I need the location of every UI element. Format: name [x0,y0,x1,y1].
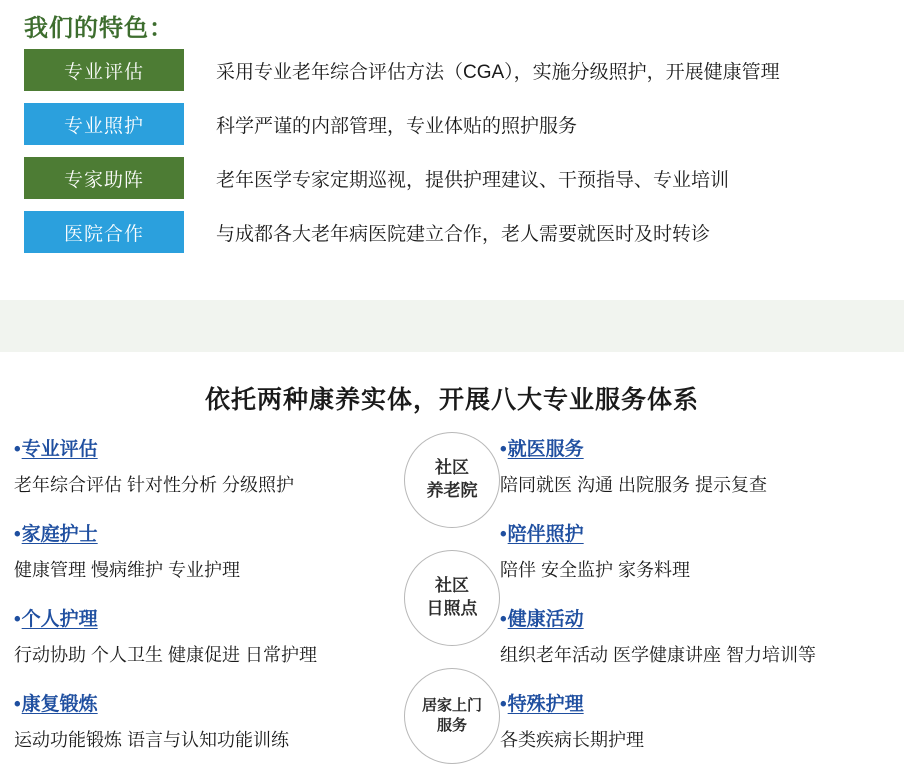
entity-circle-line2: 服务 [436,717,467,734]
features-section [0,0,904,300]
features-title: 我们的特色： [24,15,174,42]
service-heading-label: 特殊护理 [507,694,584,715]
bullet-icon: • [14,524,21,545]
service-heading-label: 家庭护士 [21,524,98,545]
bullet-icon: • [500,524,507,545]
service-heading-label: 康复锻炼 [21,694,98,715]
service-body: 运动功能锻炼 语言与认知功能训练 [14,730,289,750]
service-body: 陪伴 安全监护 家务料理 [500,560,691,580]
bullet-icon: • [14,694,21,715]
service-block [14,689,354,752]
bullet-icon: • [500,694,507,715]
service-heading-special-care [500,689,840,716]
entity-circle-line2: 养老院 [426,481,478,500]
entity-circle-line1: 居家上门 [421,696,482,714]
service-heading-label: 专业评估 [21,439,98,460]
entity-circle-line1: 社区 [435,458,469,478]
service-heading-health-activities [500,604,840,631]
service-body: 陪同就医 沟通 出院服务 提示复查 [500,475,768,495]
feature-row [24,48,880,92]
service-heading-professional-assessment [14,434,354,461]
service-block [500,689,840,752]
service-block [500,434,840,497]
bullet-icon: • [500,609,507,630]
service-heading-rehabilitation [14,689,354,716]
service-column-left [14,434,354,774]
service-system-title: 依托两种康养实体，开展八大专业服务体系 [204,386,699,414]
feature-text: 老年医学专家定期巡视，提供护理建议、干预指导、专业培训 [216,169,730,191]
features-list [24,48,880,264]
service-heading-family-nurse [14,519,354,546]
service-column-right [500,434,840,774]
feature-tag-hospital-cooperation: 医院合作 [24,211,184,253]
service-body: 行动协助 个人卫生 健康促进 日常护理 [14,645,318,665]
service-block [14,604,354,667]
service-heading-label: 健康活动 [507,609,584,630]
service-block [500,604,840,667]
service-heading-label: 个人护理 [21,609,98,630]
bullet-icon: • [14,439,21,460]
bullet-icon: • [500,439,507,460]
entity-circle-community-day-care [404,550,500,646]
entity-circle-line1: 社区 [435,576,469,596]
entity-circle-home-visit-service [404,668,500,764]
bullet-icon: • [14,609,21,630]
feature-tag-expert-support: 专家助阵 [24,157,184,199]
service-block [14,519,354,582]
feature-tag-professional-care: 专业照护 [24,103,184,145]
service-heading-label: 陪伴照护 [507,524,584,545]
feature-text: 采用专业老年综合评估方法（CGA），实施分级照护，开展健康管理 [216,61,780,83]
service-heading-medical-visit [500,434,840,461]
entity-circle-community-nursing-home [404,432,500,528]
service-body: 各类疾病长期护理 [500,730,644,750]
service-heading-label: 就医服务 [507,439,584,460]
service-block [14,434,354,497]
entity-circle-line2: 日照点 [426,599,478,618]
service-body: 健康管理 慢病维护 专业护理 [14,560,241,580]
section-divider-band [0,300,904,352]
feature-row [24,102,880,146]
feature-tag-professional-assessment: 专业评估 [24,49,184,91]
service-body: 老年综合评估 针对性分析 分级照护 [14,475,295,495]
service-heading-personal-care [14,604,354,631]
service-block [500,519,840,582]
feature-row [24,210,880,254]
service-system-section [0,352,904,782]
feature-text: 科学严谨的内部管理，专业体贴的照护服务 [216,115,578,137]
feature-text: 与成都各大老年病医院建立合作，老人需要就医时及时转诊 [216,223,711,245]
service-body: 组织老年活动 医学健康讲座 智力培训等 [500,645,817,665]
service-heading-companion-care [500,519,840,546]
feature-row [24,156,880,200]
